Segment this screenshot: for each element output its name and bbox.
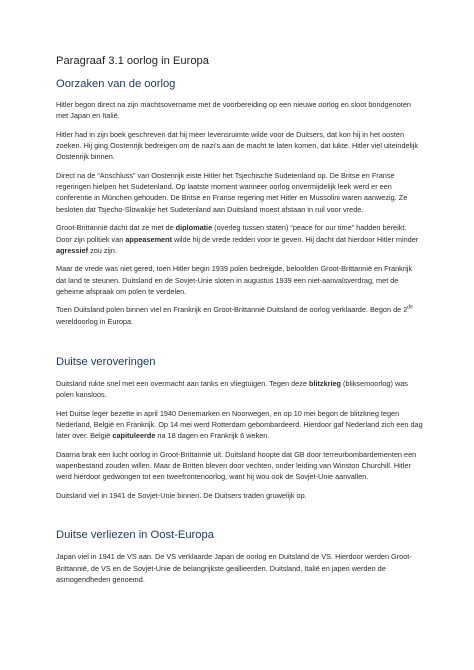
paragraph-oorzaken-2: Hitler had in zijn boek geschreven dat hij meer levensruimte wilde voor de Duitsers, dat kon hij in het oosten zoeken. Hij ging Oostenrijk bedreigen om de nazi’s aan de macht te laten komen, dat lukte. Hitler viel uiteindelijk Oostenrijk binnen.: [56, 129, 419, 162]
text-span: Duitsland rukte snel met een overmacht aan tanks en vliegtuigen. Tegen deze: [56, 378, 309, 388]
paragraph-veroveringen-4: Duitsland viel in 1941 de Sovjet-Unie binnen. De Duitsers traden gruwelijk op.: [56, 490, 307, 500]
text-span: (overleg tussen staten) “peace for our time” hadden bereikt. Door zijn politiek van: [56, 223, 407, 244]
term-agressief: agressief: [56, 245, 89, 255]
paragraph-veroveringen-1: [56, 378, 424, 401]
text-span: (bliksemoorlog) was polen kansloos.: [56, 378, 408, 400]
paragraph-verliezen-1: Japan viel in 1941 de VS aan. De VS verklaarde Japan de oorlog en Duitsland de VS. Hierdoor werden Groot-Brittannië, de VS en de Sovjet-Unie de belangrijkste geallieerden. Duitsland, Italië en japen werden de asmogendheden genoemd.: [56, 552, 412, 584]
superscript-de: de: [407, 304, 413, 311]
term-appeasement: appeasement: [125, 234, 172, 244]
heading-oorzaken: Oorzaken van de oorlog: [56, 78, 176, 90]
text-span: wereldoorlog in Europa.: [56, 316, 134, 326]
document-page: [56, 54, 424, 592]
text-span: Het Duitse leger bezette in april 1940 Denemarken en Noorwegen, en op 10 mei begon de blitzkrieg tegen Nederland, België en Frankrijk. Op 14 mei werd Rotterdam gebombardeerd. Hierdoor gaf Nederland zich een dag later over. België: [56, 408, 423, 441]
text-span: wilde hij de vrede redden voor te geven. Hij dacht dat hierdoor Hitler minder: [172, 234, 419, 244]
paragraph-oorzaken-3: Direct na de “Anschluss” van Oostenrijk eiste Hitler het Tsjechische Sudetenland op. De Britse en Franse regeringen hielpen het Sudetenland. Op laatste moment wanneer oorlog onvermijdelijk leek werd er een conferentie in München gehouden. De Britse en Franse regering met Hitler en Mussolini waren aanwezig. Ze besloten dat Tsjecho-Slowakije het Sudetenland aan Duitsland moest afstaan in ruil voor vrede.: [56, 170, 408, 214]
paragraph-oorzaken-6: [56, 304, 424, 327]
paragraph-veroveringen-2: [56, 408, 424, 442]
heading-veroveringen: Duitse veroveringen: [56, 355, 156, 368]
page-title: Paragraaf 3.1 oorlog in Europa: [56, 55, 209, 67]
paragraph-oorzaken-4: [56, 222, 424, 256]
paragraph-oorzaken-5: Maar de vrede was niet gered, toen Hitler begin 1939 polen bedreigde, beloofden Groot-Brittannië en Frankrijk dat land te steunen. Duitsland en de Sovjet-Unie sloten in augustus 1939 een niet-aanvalsverdrag, met de geheime afspraak om polen te verdelen.: [56, 264, 413, 296]
paragraph-oorzaken-1: Hitler begon direct na zijn machtsovername met de voorbereiding op een nieuwe oorlog en sloot bondgenoten met Japan en Italië.: [56, 100, 411, 121]
term-capituleerde: capituleerde: [112, 431, 156, 441]
text-span: Toen Duitsland polen binnen viel en Frankrijk en Groot-Brittannië Duitsland de oorlog verklaarde. Begon de 2: [56, 305, 408, 315]
heading-verliezen: Duitse verliezen in Oost-Europa: [56, 529, 214, 542]
text-span: zou zijn.: [88, 245, 117, 255]
term-diplomatie: diplomatie: [175, 223, 213, 233]
text-span: Groot-Brittannië dacht dat ze met de: [56, 223, 176, 233]
paragraph-veroveringen-3: Daarna brak een lucht oorlog in Groot-Brittannië uit. Duitsland hoopte dat GB door terreurbombardementen een wapenbestand zouden willen. Maar de Britten bleven door vechten, onder leiding van Winston Churchill. Hitler werd hierdoor gedwongen tot een tweefrontenoorlog, want hij wou ook de Sovjet-Unie aanvallen.: [56, 449, 417, 482]
text-span: na 18 dagen en Frankrijk 6 weken.: [155, 431, 270, 441]
term-blitzkrieg: blitzkrieg: [308, 378, 342, 388]
